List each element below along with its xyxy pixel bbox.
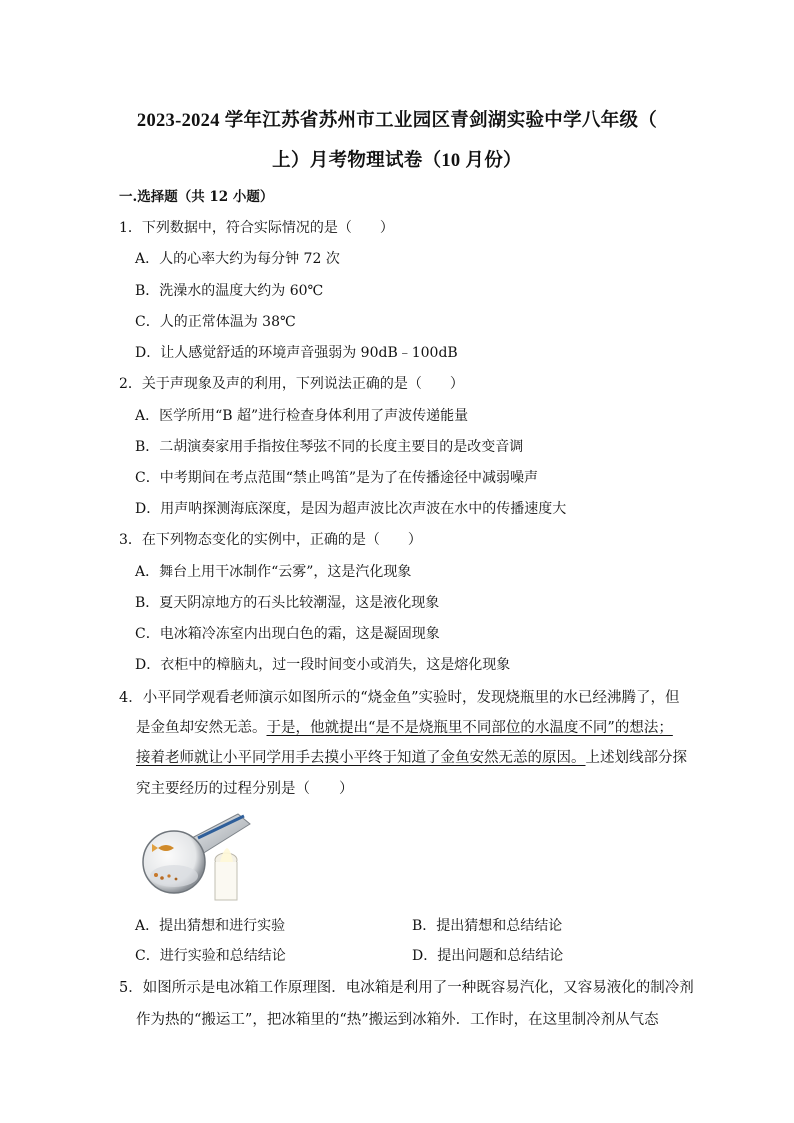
question-4-option-b: B．提出猜想和总结结论 bbox=[412, 918, 563, 934]
question-1-option-d: D．让人感觉舒适的环境声音强弱为 90dB﹣100dB bbox=[135, 345, 458, 361]
question-4-stem-line-4: 究主要经历的过程分别是（ ） bbox=[136, 781, 354, 797]
question-2-option-a: A．医学所用“B 超”进行检查身体利用了声波传递能量 bbox=[135, 408, 469, 424]
question-3-stem: 3．在下列物态变化的实例中，正确的是（ ） bbox=[119, 532, 422, 548]
question-4-underlined-text-2: 接着老师就让小平同学用手去摸小平终于知道了金鱼安然无恙的原因。 bbox=[136, 750, 586, 766]
question-1-stem: 1．下列数据中，符合实际情况的是（ ） bbox=[119, 220, 394, 236]
question-4-option-a: A．提出猜想和进行实验 bbox=[135, 918, 286, 934]
question-3-option-d: D．衣柜中的樟脑丸，过一段时间变小或消失，这是熔化现象 bbox=[135, 657, 511, 673]
question-1-option-a: A．人的心率大约为每分钟 72 次 bbox=[135, 251, 340, 267]
question-3-option-b: B．夏天阴凉地方的石头比较潮湿，这是液化现象 bbox=[135, 595, 440, 611]
question-2-option-b: B．二胡演奏家用手指按住琴弦不同的长度主要目的是改变音调 bbox=[135, 439, 524, 455]
question-2-option-c: C．中考期间在考点范围“禁止鸣笛”是为了在传播途径中减弱噪声 bbox=[135, 470, 539, 486]
question-4-option-c: C．进行实验和总结结论 bbox=[135, 948, 286, 964]
question-4-option-d: D．提出问题和总结结论 bbox=[412, 948, 564, 964]
question-3-option-c: C．电冰箱冷冻室内出现白色的霜，这是凝固现象 bbox=[135, 626, 440, 642]
question-4-stem-line-1: 4．小平同学观看老师演示如图所示的“烧金鱼”实验时，发现烧瓶里的水已经沸腾了，但 bbox=[119, 690, 680, 706]
question-4-stem-line-3 bbox=[136, 746, 687, 767]
question-4-plain-text-2: 上述划线部分探 bbox=[585, 750, 687, 766]
question-4-plain-text: 是金鱼却安然无恙。 bbox=[136, 720, 267, 736]
question-4-stem-line-2 bbox=[136, 716, 673, 737]
goldfish-flask-figure bbox=[140, 812, 252, 904]
question-2-option-d: D．用声呐探测海底深度，是因为超声波比次声波在水中的传播速度大 bbox=[135, 501, 567, 517]
document-title-line-2: 上）月考物理试卷（10 月份） bbox=[272, 151, 522, 171]
question-1-option-c: C．人的正常体温为 38℃ bbox=[135, 314, 296, 330]
question-4-underlined-text: 于是，他就提出“是不是烧瓶里不同部位的水温度不同”的想法； bbox=[266, 720, 673, 736]
question-5-stem-line-2: 作为热的“搬运工”，把冰箱里的“热”搬运到冰箱外．工作时，在这里制冷剂从气态 bbox=[136, 1012, 659, 1028]
question-1-option-b: B．洗澡水的温度大约为 60℃ bbox=[135, 283, 324, 299]
section-heading: 一.选择题（共 12 小题） bbox=[119, 189, 274, 205]
question-5-stem-line-1: 5．如图所示是电冰箱工作原理图．电冰箱是利用了一种既容易汽化，又容易液化的制冷剂 bbox=[119, 980, 694, 996]
question-3-option-a: A．舞台上用干冰制作“云雾”，这是汽化现象 bbox=[135, 564, 412, 580]
question-2-stem: 2．关于声现象及声的利用，下列说法正确的是（ ） bbox=[119, 376, 464, 392]
document-title-line-1: 2023-2024 学年江苏省苏州市工业园区青剑湖实验中学八年级（ bbox=[136, 111, 658, 131]
